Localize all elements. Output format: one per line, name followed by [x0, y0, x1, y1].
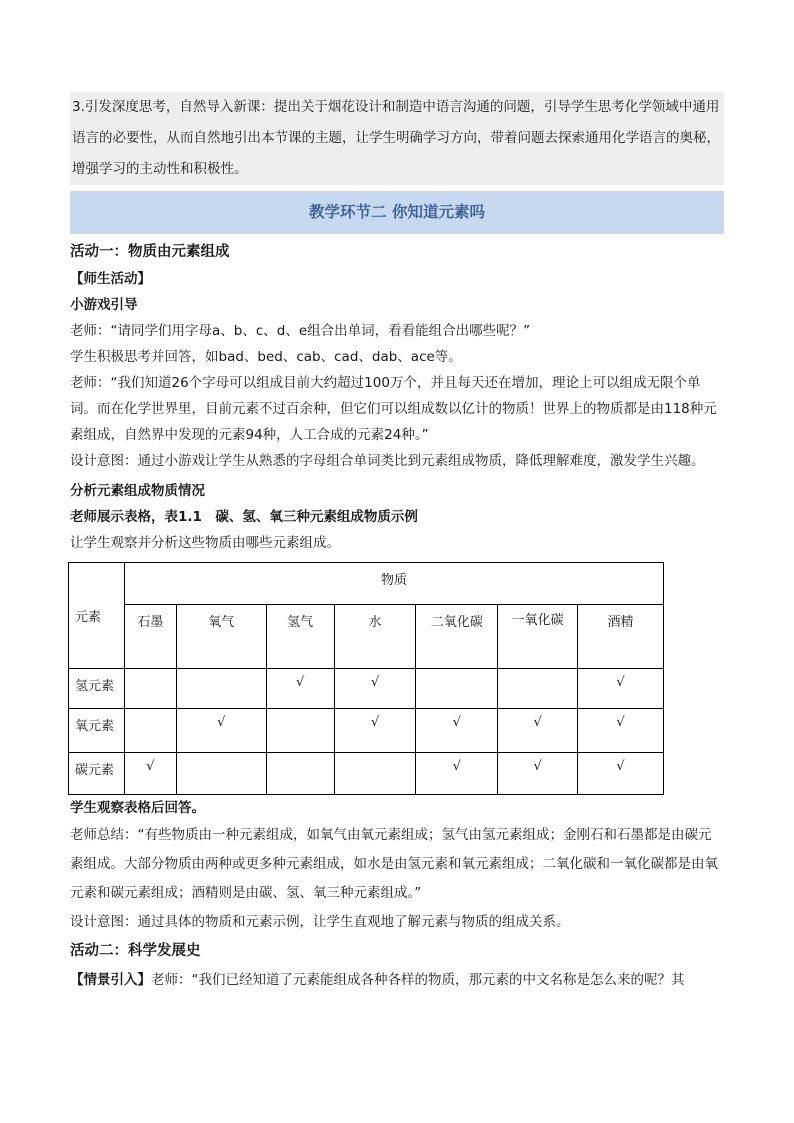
substance-header: 石墨 [124, 605, 176, 669]
mark-cell [334, 669, 416, 709]
teacher-student-label: 【师生活动】 [70, 271, 151, 287]
mark-cell [578, 709, 664, 753]
intro-paragraph: 3.引发深度思考，自然导入新课：提出关于烟花设计和制造中语言沟通的问题，引导学生思考化学领域中通用语言的必要性，从而自然地引出本节课的主题，让学生明确学习方向，带着问题去探索通用化学语言的奥秘，增强学习的主动性和积极性。 [70, 92, 724, 185]
teacher-summary: 老师总结：“有些物质由一种元素组成，如氧气由氧元素组成；氢气由氢元素组成；金刚石和石墨都是由碳元素组成。大部分物质由两种或更多种元素组成，如水是由氢元素和氧元素组成；二氧化碳和一氧化碳都是由氧元素和碳元素组成；酒精则是由碳、氢、氧三种元素组成。” [70, 827, 718, 901]
design-intent-1: 设计意图：通过小游戏让学生从熟悉的字母组合单词类比到元素组成物质，降低理解难度，激发学生兴趣。 [70, 453, 705, 469]
element-label: 氧元素 [69, 709, 125, 753]
check-mark: √ [533, 759, 542, 774]
element-substance-table [68, 562, 664, 795]
mark-cell [124, 753, 176, 795]
document-page [70, 92, 724, 995]
table-row [69, 669, 664, 709]
scene-intro [70, 966, 724, 995]
check-mark: √ [452, 715, 461, 730]
substance-group-header: 物质 [124, 563, 663, 605]
mark-cell [266, 669, 334, 709]
mark-cell [124, 669, 176, 709]
check-mark: √ [616, 675, 625, 690]
table-corner-header: 元素 [69, 563, 125, 669]
mark-cell [334, 709, 416, 753]
mark-cell [334, 753, 416, 795]
check-mark: √ [146, 759, 155, 774]
scene-text: 老师：“我们已经知道了元素能组成各种各样的物质，那元素的中文名称是怎么来的呢？其 [151, 972, 685, 988]
mark-cell [416, 669, 498, 709]
element-label: 氢元素 [69, 669, 125, 709]
design-intent-2: 设计意图：通过具体的物质和元素示例，让学生直观地了解元素与物质的组成关系。 [70, 914, 570, 930]
teacher-question: 老师：“请同学们用字母a、b、c、d、e组合出单词，看看能组合出哪些呢？” [70, 323, 531, 339]
mark-cell [498, 669, 578, 709]
mark-cell [176, 669, 266, 709]
analysis-heading: 分析元素组成物质情况 [70, 483, 205, 499]
check-mark: √ [616, 715, 625, 730]
student-answer: 学生积极思考并回答，如bad、bed、cab、cad、dab、ace等。 [70, 349, 462, 365]
substance-header: 二氧化碳 [416, 605, 498, 669]
mark-cell [266, 753, 334, 795]
teacher-speech: 老师：“我们知道26个字母可以组成目前大约超过100万个，并且每天还在增加，理论上可以组成无限个单词。而在化学世界里，目前元素不过百余种，但它们可以组成数以亿计的物质！世界上的物质都是由118种元素组成，自然界中发现的元素94种，人工合成的元素24种。” [70, 375, 717, 443]
mark-cell [176, 753, 266, 795]
element-label: 碳元素 [69, 753, 125, 795]
game-heading: 小游戏引导 [70, 297, 138, 313]
table-caption: 老师展示表格，表1.1 碳、氢、氧三种元素组成物质示例 [70, 509, 418, 525]
check-mark: √ [217, 715, 226, 730]
mark-cell [176, 709, 266, 753]
scene-label: 【情景引入】 [70, 972, 151, 988]
mark-cell [416, 753, 498, 795]
substance-header: 酒精 [578, 605, 664, 669]
observe-instruction: 让学生观察并分析这些物质由哪些元素组成。 [70, 535, 340, 551]
activity2-heading: 活动二：科学发展史 [70, 943, 201, 959]
substance-header: 水 [334, 605, 416, 669]
substance-header: 一氧化碳 [498, 605, 578, 669]
substance-header: 氧气 [176, 605, 266, 669]
section-title-bar: 教学环节二 你知道元素吗 [70, 191, 724, 234]
check-mark: √ [295, 675, 305, 690]
substance-header: 氢气 [266, 605, 334, 669]
check-mark: √ [370, 675, 380, 690]
mark-cell [498, 753, 578, 795]
check-mark: √ [370, 715, 380, 730]
after-table-text: 学生观察表格后回答。 [70, 800, 205, 816]
check-mark: √ [616, 759, 625, 774]
check-mark: √ [533, 715, 542, 730]
activity1-heading: 活动一：物质由元素组成 [70, 244, 230, 260]
mark-cell [124, 709, 176, 753]
mark-cell [578, 669, 664, 709]
check-mark: √ [452, 759, 461, 774]
table-row [69, 753, 664, 795]
mark-cell [578, 753, 664, 795]
mark-cell [416, 709, 498, 753]
mark-cell [266, 709, 334, 753]
mark-cell [498, 709, 578, 753]
table-row [69, 709, 664, 753]
